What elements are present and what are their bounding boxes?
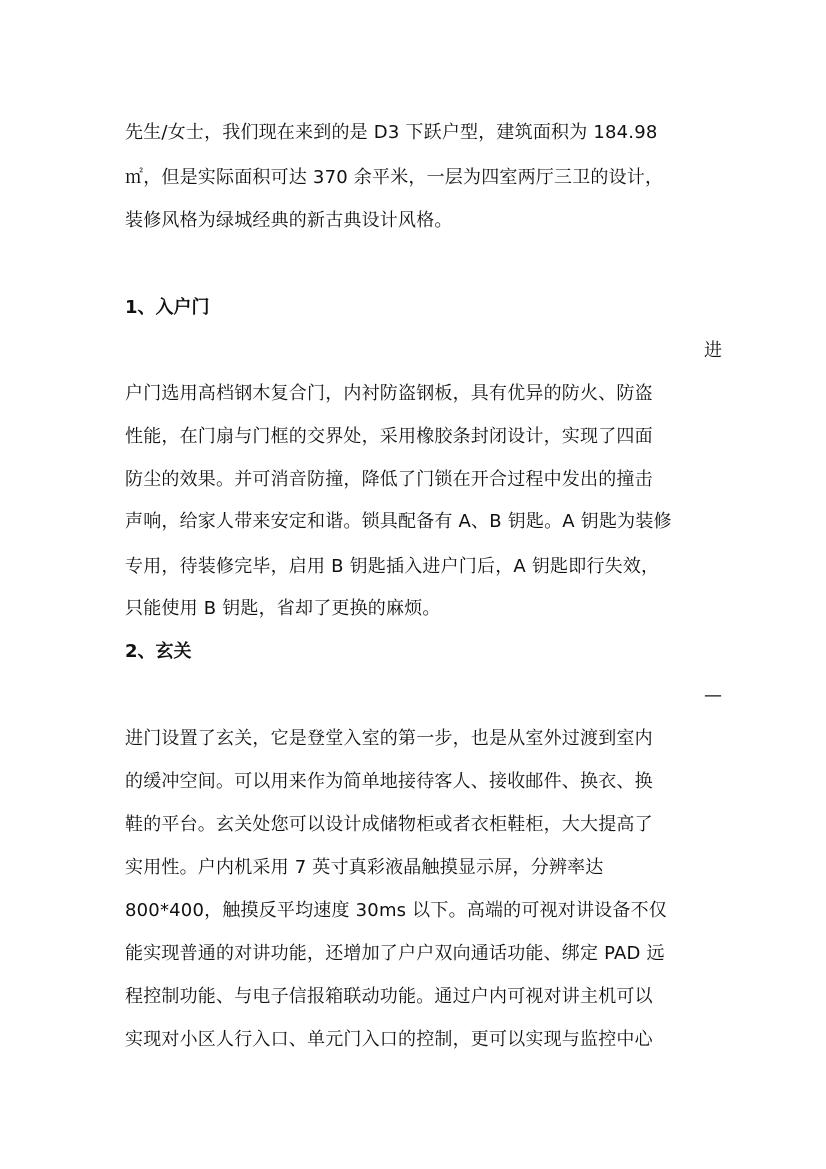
intro-line-1: 先生/女士，我们现在来到的是 D3 下跃户型，建筑面积为 184.98: [125, 122, 658, 143]
section-2-heading: 2、玄关: [125, 641, 192, 662]
section-2-line-8: 实现对小区人行入口、单元门入口的控制，更可以实现与监控中心: [125, 1029, 653, 1050]
section-2-line-6: 能实现普通的对讲功能，还增加了户户双向通话功能、绑定 PAD 远: [125, 943, 665, 964]
section-1-line-5: 专用，待装修完毕，启用 B 钥匙插入进户门后，A 钥匙即行失效，: [125, 556, 660, 577]
intro-line-2: ㎡，但是实际面积可达 370 余平米，一层为四室两厅三卫的设计，: [125, 167, 664, 188]
section-1-line-4: 声响，给家人带来安定和谐。锁具配备有 A、B 钥匙。A 钥匙为装修: [125, 511, 672, 532]
section-2-line-7: 程控制功能、与电子信报箱联动功能。通过户内可视对讲主机可以: [125, 986, 653, 1007]
section-1-line-3: 防尘的效果。并可消音防撞，降低了门锁在开合过程中发出的撞击: [125, 469, 653, 490]
section-2-right-fragment: —: [704, 685, 722, 706]
section-2-line-4: 实用性。户内机采用 7 英寸真彩液晶触摸显示屏，分辨率达: [125, 857, 604, 878]
section-1-heading: 1、入户门: [125, 297, 210, 318]
intro-line-3: 装修风格为绿城经典的新古典设计风格。: [125, 210, 453, 231]
section-1-line-6: 只能使用 B 钥匙，省却了更换的麻烦。: [125, 598, 441, 619]
section-2-line-5: 800*400，触摸反平均速度 30ms 以下。高端的可视对讲设备不仅: [125, 900, 667, 921]
section-1-right-fragment: 进: [704, 340, 722, 361]
section-2-line-3: 鞋的平台。玄关处您可以设计成储物柜或者衣柜鞋柜，大大提高了: [125, 814, 653, 835]
section-2-line-2: 的缓冲空间。可以用来作为简单地接待客人、接收邮件、换衣、换: [125, 771, 653, 792]
section-1-line-1: 户门选用高档钢木复合门，内衬防盗钢板，具有优异的防火、防盗: [125, 383, 653, 404]
section-2-line-1: 进门设置了玄关，它是登堂入室的第一步，也是从室外过渡到室内: [125, 728, 653, 749]
section-1-line-2: 性能，在门扇与门框的交界处，采用橡胶条封闭设计，实现了四面: [125, 426, 653, 447]
